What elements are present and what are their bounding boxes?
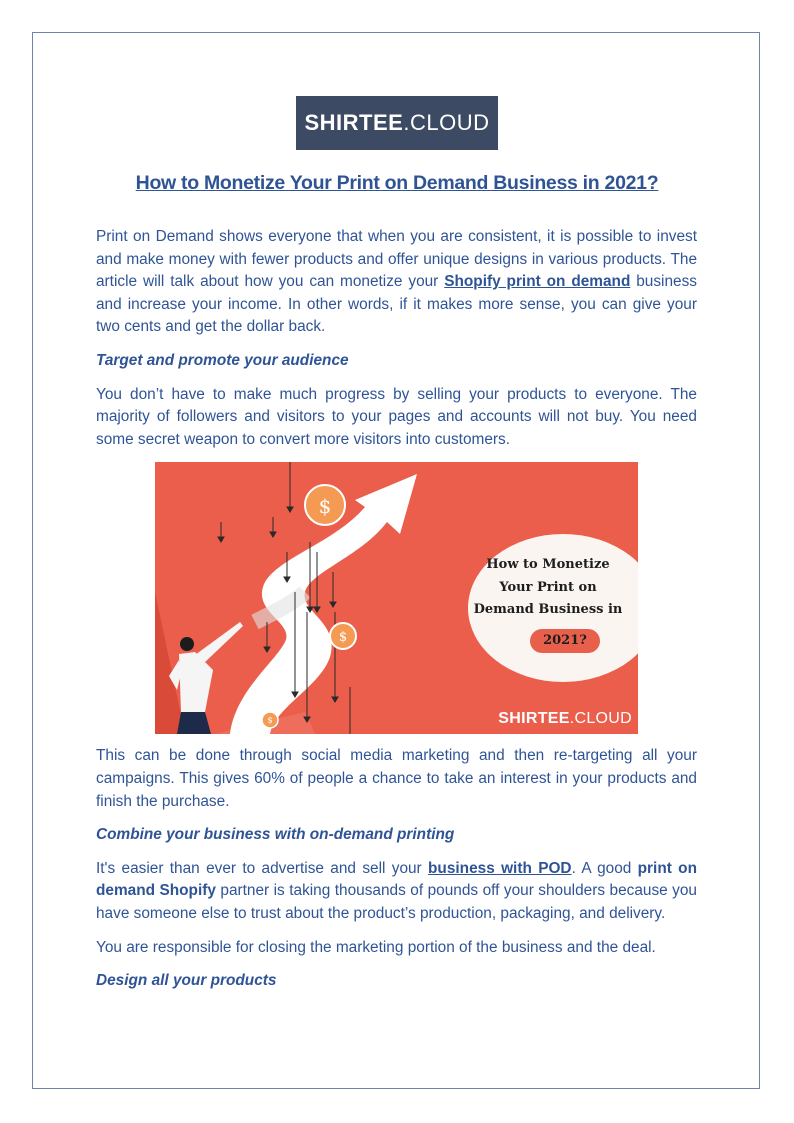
page-title[interactable]: How to Monetize Your Print on Demand Business in 2021? [135, 172, 659, 194]
intro-paragraph [96, 226, 697, 339]
dollar-coin-tiny-icon [262, 712, 278, 728]
businessman-figure [169, 622, 243, 734]
banner-line1: How to Monetize [486, 557, 610, 573]
banner-brand-logo: SHIRTEE.CLOUD [498, 709, 632, 727]
after-image-paragraph: This can be done through social media marketing and then re-targeting all your campaigns. This gives 60% of people a chance to take an interest in your products and finish the purchase. [96, 747, 697, 810]
banner-headline [473, 554, 623, 622]
section-paragraph-target: You don’t have to make much progress by selling your products to everyone. The majority of followers and visitors to your pages and accounts will not buy. You need some secret weapon to convert more visitors into customers. [96, 385, 697, 448]
logo-brand-bold: SHIRTEE [304, 110, 404, 135]
article-body [96, 226, 697, 1004]
svg-text:$: $ [267, 716, 273, 726]
business-pod-link[interactable]: business with POD [428, 859, 572, 877]
banner-line2: Your Print on [499, 579, 597, 595]
banner-line3: Demand Business in [473, 602, 623, 618]
section-heading-target: Target and promote your audience [96, 351, 349, 369]
section-paragraph-combine: It's easier than ever to advertise and sell your business with POD. A good print on demand Shopify partner is taking thousands of pounds off your shoulders because you have someone else to trust about the product’s production, packaging, and delivery. [96, 859, 697, 922]
logo-brand-light: .CLOUD [403, 110, 490, 135]
intro-text-after: business and increase your income. In other words, if it makes more sense, you can give your two cents and get the dollar back. [96, 273, 697, 336]
section-heading-design: Design all your products [96, 972, 277, 990]
intro-text-before: Print on Demand shows everyone that when you are consistent, it is possible to invest and make money with fewer products and offer unique designs in various products. The article will talk about how you can monetize your [96, 228, 697, 291]
pod-shopify-bold: print on demand Shopify [96, 859, 697, 900]
dollar-coin-icon [305, 485, 345, 525]
article-banner-image [155, 462, 638, 734]
closing-paragraph: You are responsible for closing the marketing portion of the business and the deal. [96, 938, 656, 956]
section-heading-combine: Combine your business with on-demand printing [96, 826, 455, 844]
brand-logo[interactable] [296, 96, 498, 150]
shopify-pod-link[interactable]: Shopify print on demand [444, 273, 631, 291]
dollar-coin-small-icon [330, 623, 356, 649]
svg-text:$: $ [338, 630, 348, 646]
coin-symbol: $ [318, 494, 332, 519]
banner-year-badge: 2021? [530, 629, 600, 653]
